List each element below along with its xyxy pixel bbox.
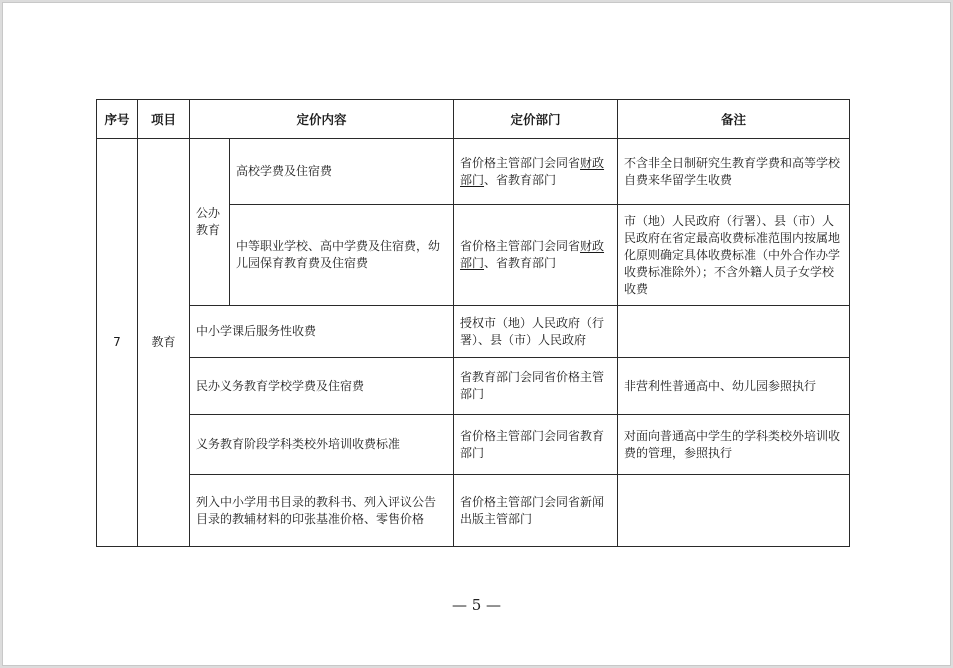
page-number: — 5 — [451, 596, 502, 614]
dept-text: 省价格主管部门会同省 [460, 155, 581, 170]
content-cell: 义务教育阶段学科类校外培训收费标准 [190, 415, 454, 475]
pricing-catalog-table [96, 99, 850, 547]
department-cell: 授权市（地）人民政府（行署）、县（市）人民政府 [454, 306, 618, 358]
public-education-label: 公办教育 [190, 139, 230, 306]
header-remarks: 备注 [618, 100, 850, 139]
table-row [97, 358, 850, 415]
row-item: 教育 [138, 139, 190, 547]
content-cell: 民办义务教育学校学费及住宿费 [190, 358, 454, 415]
content-cell: 高校学费及住宿费 [230, 139, 454, 205]
remark-cell: 非营利性普通高中、幼儿园参照执行 [618, 358, 850, 415]
remark-cell: 市（地）人民政府（行署）、县（市）人民政府在省定最高收费标准范围内按属地化原则确定具体收费标准（中外合作办学收费标准除外）；不含外籍人员子女学校收费 [618, 205, 850, 306]
dept-underlined-text: 财政部门 [460, 155, 605, 187]
remark-cell [618, 475, 850, 547]
header-serial-no: 序号 [97, 100, 138, 139]
table-row [97, 306, 850, 358]
content-cell: 列入中小学用书目录的教科书、列入评议公告目录的教辅材料的印张基准价格、零售价格 [190, 475, 454, 547]
content-cell: 中小学课后服务性收费 [190, 306, 454, 358]
table-row [97, 475, 850, 547]
table-row [97, 139, 850, 205]
content-cell: 中等职业学校、高中学费及住宿费，幼儿园保育教育费及住宿费 [230, 205, 454, 306]
department-cell: 省价格主管部门会同省教育部门 [454, 415, 618, 475]
remark-cell: 对面向普通高中学生的学科类校外培训收费的管理，参照执行 [618, 415, 850, 475]
header-pricing-content: 定价内容 [190, 100, 454, 139]
dept-text: 省价格主管部门会同省 [460, 239, 581, 253]
dept-text: 、省教育部门 [484, 172, 557, 187]
department-cell [454, 139, 618, 205]
dept-underlined-text: 财政部门 [460, 239, 605, 270]
table-row [97, 415, 850, 475]
department-cell: 省教育部门会同省价格主管部门 [454, 358, 618, 415]
row-serial-no: 7 [97, 139, 138, 547]
dept-text: 、省教育部门 [484, 256, 557, 270]
remark-cell [618, 306, 850, 358]
table-header-row [97, 100, 850, 139]
remark-cell: 不含非全日制研究生教育学费和高等学校自费来华留学生收费 [618, 139, 850, 205]
header-item: 项目 [138, 100, 190, 139]
department-cell: 省价格主管部门会同省新闻出版主管部门 [454, 475, 618, 547]
header-pricing-department: 定价部门 [454, 100, 618, 139]
department-cell [454, 205, 618, 306]
